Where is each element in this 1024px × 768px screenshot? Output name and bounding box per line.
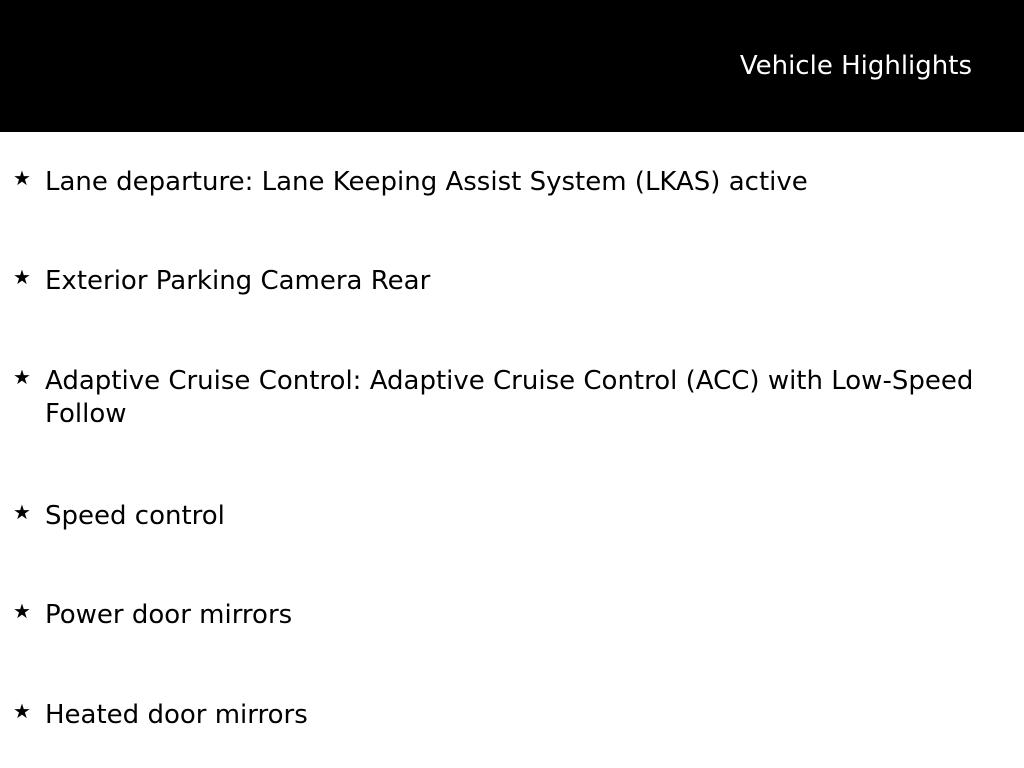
star-icon: ★ bbox=[13, 699, 31, 723]
page-title: Vehicle Highlights bbox=[739, 51, 972, 81]
star-icon: ★ bbox=[13, 365, 31, 389]
list-item-label: Adaptive Cruise Control: Adaptive Cruise Control (ACC) with Low-Speed Follow bbox=[45, 366, 974, 429]
list-item bbox=[8, 166, 988, 199]
list-item bbox=[8, 365, 988, 431]
list-item-label: Power door mirrors bbox=[45, 600, 293, 630]
star-icon: ★ bbox=[13, 599, 31, 623]
star-icon: ★ bbox=[13, 265, 31, 289]
list-item-label: Exterior Parking Camera Rear bbox=[45, 266, 431, 296]
star-icon: ★ bbox=[13, 500, 31, 524]
list-item bbox=[8, 500, 988, 533]
list-item-label: Speed control bbox=[45, 501, 225, 531]
star-icon: ★ bbox=[13, 166, 31, 190]
list-item bbox=[8, 599, 988, 632]
list-item-label: Lane departure: Lane Keeping Assist System (LKAS) active bbox=[45, 167, 808, 197]
list-item bbox=[8, 265, 988, 298]
list-item bbox=[8, 699, 988, 732]
list-item-label: Heated door mirrors bbox=[45, 700, 308, 730]
